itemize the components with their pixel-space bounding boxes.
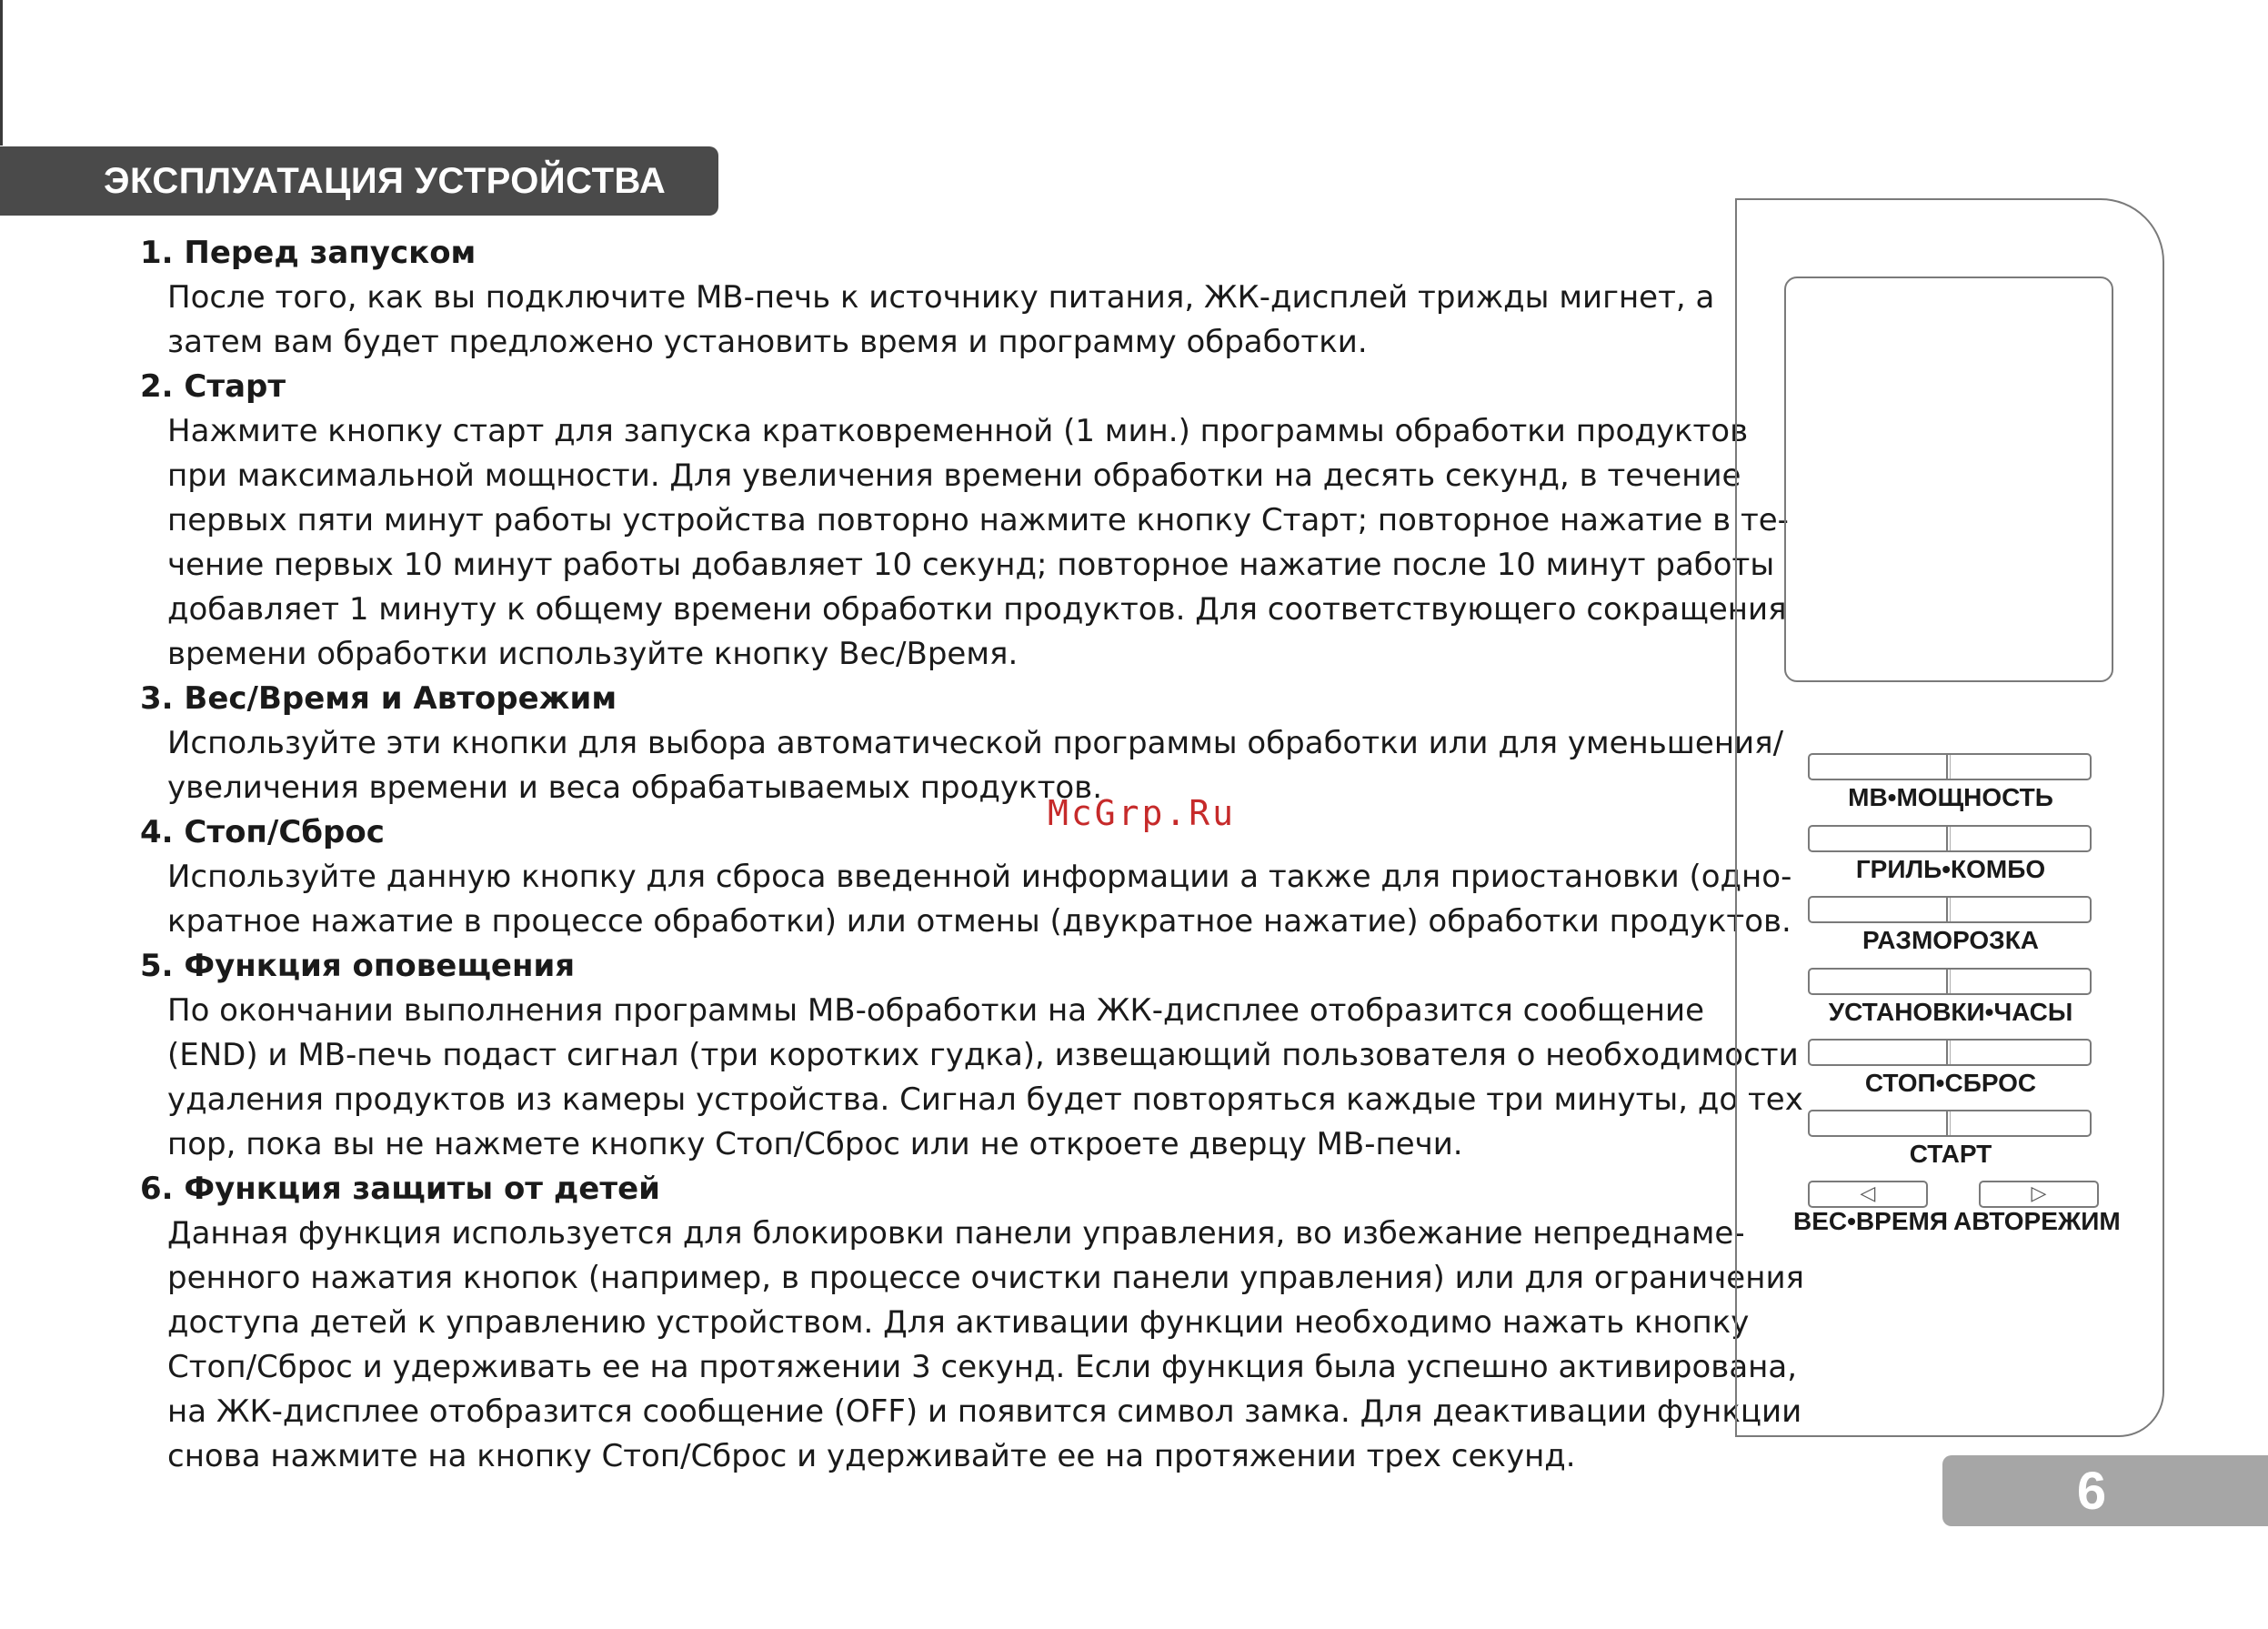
section-body	[167, 989, 1803, 1167]
stop-reset-button-label: СТОП•СБРОС	[1864, 1069, 2037, 1097]
section-heading: 6. Функция защиты от детей	[140, 1171, 660, 1207]
section-start	[131, 365, 1789, 677]
auto-mode-label: АВТОРЕЖИМ	[1953, 1207, 2121, 1235]
right-triangle-icon: ▷	[2031, 1182, 2047, 1205]
watermark: McGrp.Ru	[1048, 793, 1237, 833]
section-header-bar	[0, 146, 718, 216]
section-body	[167, 721, 1784, 810]
section-heading: 4. Стоп/Сброс	[140, 814, 385, 850]
section-body	[167, 855, 1792, 944]
power-button[interactable]	[1808, 753, 2092, 780]
text-line: После того, как вы подключите МВ-печь к источнику питания, ЖК-дисплей трижды мигнет, а	[167, 279, 1715, 316]
page-number: 6	[2076, 1462, 2107, 1521]
text-line: затем вам будет предложено установить время и программу обработки.	[167, 324, 1368, 360]
defrost-button-label: РАЗМОРОЗКА	[1862, 926, 2040, 954]
section-heading: 3. Вес/Время и Авторежим	[140, 680, 617, 717]
text-line: пор, пока вы не нажмете кнопку Стоп/Сброс или не откроете дверцу МВ-печи.	[167, 1126, 1463, 1162]
text-line: кратное нажатие в процессе обработки) или отмены (двукратное нажатие) обработки продуктов.	[167, 903, 1791, 940]
section-before-start	[131, 231, 1713, 365]
stop-reset-button[interactable]	[1808, 1039, 2092, 1066]
text-line: Стоп/Сброс и удерживать ее на протяжении 3 секунд. Если функция была успешно активирована,	[167, 1349, 1798, 1385]
text-line: чение первых 10 минут работы добавляет 10 секунд; повторное нажатие после 10 минут работы	[167, 547, 1775, 583]
margin-rule	[0, 0, 3, 146]
section-stop-reset	[131, 810, 1792, 944]
page-title: ЭКСПЛУАТАЦИЯ УСТРОЙСТВА	[104, 161, 667, 201]
section-weight-time-auto	[131, 677, 1784, 810]
section-heading: 1. Перед запуском	[140, 235, 477, 271]
text-line: Используйте данную кнопку для сброса введенной информации а также для приостановки (одно-	[167, 859, 1792, 895]
text-line: Нажмите кнопку старт для запуска кратковременной (1 мин.) программы обработки продуктов	[167, 413, 1749, 449]
weight-time-label: ВЕС•ВРЕМЯ	[1793, 1207, 1948, 1235]
section-body	[167, 276, 1713, 365]
text-line: (END) и МВ-печь подаст сигнал (три коротких гудка), извещающий пользователя о необходимости	[167, 1037, 1799, 1073]
section-heading: 5. Функция оповещения	[140, 948, 576, 984]
section-heading: 2. Старт	[140, 368, 286, 405]
text-line: на ЖК-дисплее отобразится сообщение (OFF) и появится символ замка. Для деактивации функции	[167, 1393, 1802, 1430]
text-line: снова нажмите на кнопку Стоп/Сброс и удерживайте ее на протяжении трех секунд.	[167, 1438, 1576, 1474]
power-button-label: МВ•МОЩНОСТЬ	[1848, 783, 2053, 811]
text-line: первых пяти минут работы устройства повторно нажмите кнопку Старт; повторное нажатие в те-	[167, 502, 1789, 538]
section-child-lock	[131, 1167, 1805, 1479]
start-button-label: СТАРТ	[1909, 1140, 1992, 1168]
instructions-text	[131, 231, 1805, 1479]
text-line: удаления продуктов из камеры устройства. Сигнал будет повторяться каждые три минуты, до тех	[167, 1081, 1803, 1118]
grill-combo-button[interactable]	[1808, 825, 2092, 852]
text-line: времени обработки используйте кнопку Вес/Время.	[167, 636, 1019, 672]
section-body	[167, 409, 1789, 677]
lcd-display	[1784, 277, 2113, 682]
start-button[interactable]	[1808, 1110, 2092, 1137]
auto-mode-button[interactable]	[1979, 1181, 2099, 1208]
text-line: при максимальной мощности. Для увеличения времени обработки на десять секунд, в течение	[167, 458, 1741, 494]
page-number-badge	[1942, 1455, 2268, 1526]
text-line: добавляет 1 минуту к общему времени обработки продуктов. Для соответствующего сокращения	[167, 591, 1787, 628]
section-body	[167, 1212, 1805, 1479]
grill-combo-button-label: ГРИЛЬ•КОМБО	[1855, 855, 2046, 883]
settings-clock-button-label: УСТАНОВКИ•ЧАСЫ	[1828, 998, 2073, 1026]
settings-clock-button[interactable]	[1808, 968, 2092, 995]
section-alert-function	[131, 944, 1803, 1167]
defrost-button[interactable]	[1808, 896, 2092, 923]
text-line: ренного нажатия кнопок (например, в процессе очистки панели управления) или для ограничения	[167, 1260, 1805, 1296]
text-line: доступа детей к управлению устройством. Для активации функции необходимо нажать кнопку	[167, 1304, 1750, 1341]
text-line: увеличения времени и веса обрабатываемых продуктов.	[167, 769, 1103, 806]
left-triangle-icon: ◁	[1860, 1182, 1876, 1205]
text-line: Данная функция используется для блокировки панели управления, во избежание непреднаме-	[167, 1215, 1745, 1252]
weight-time-button[interactable]	[1808, 1181, 1928, 1208]
text-line: По окончании выполнения программы МВ-обработки на ЖК-дисплее отобразится сообщение	[167, 992, 1705, 1029]
text-line: Используйте эти кнопки для выбора автоматической программы обработки или для уменьшения/	[167, 725, 1784, 761]
control-panel-diagram	[1735, 198, 2164, 1437]
